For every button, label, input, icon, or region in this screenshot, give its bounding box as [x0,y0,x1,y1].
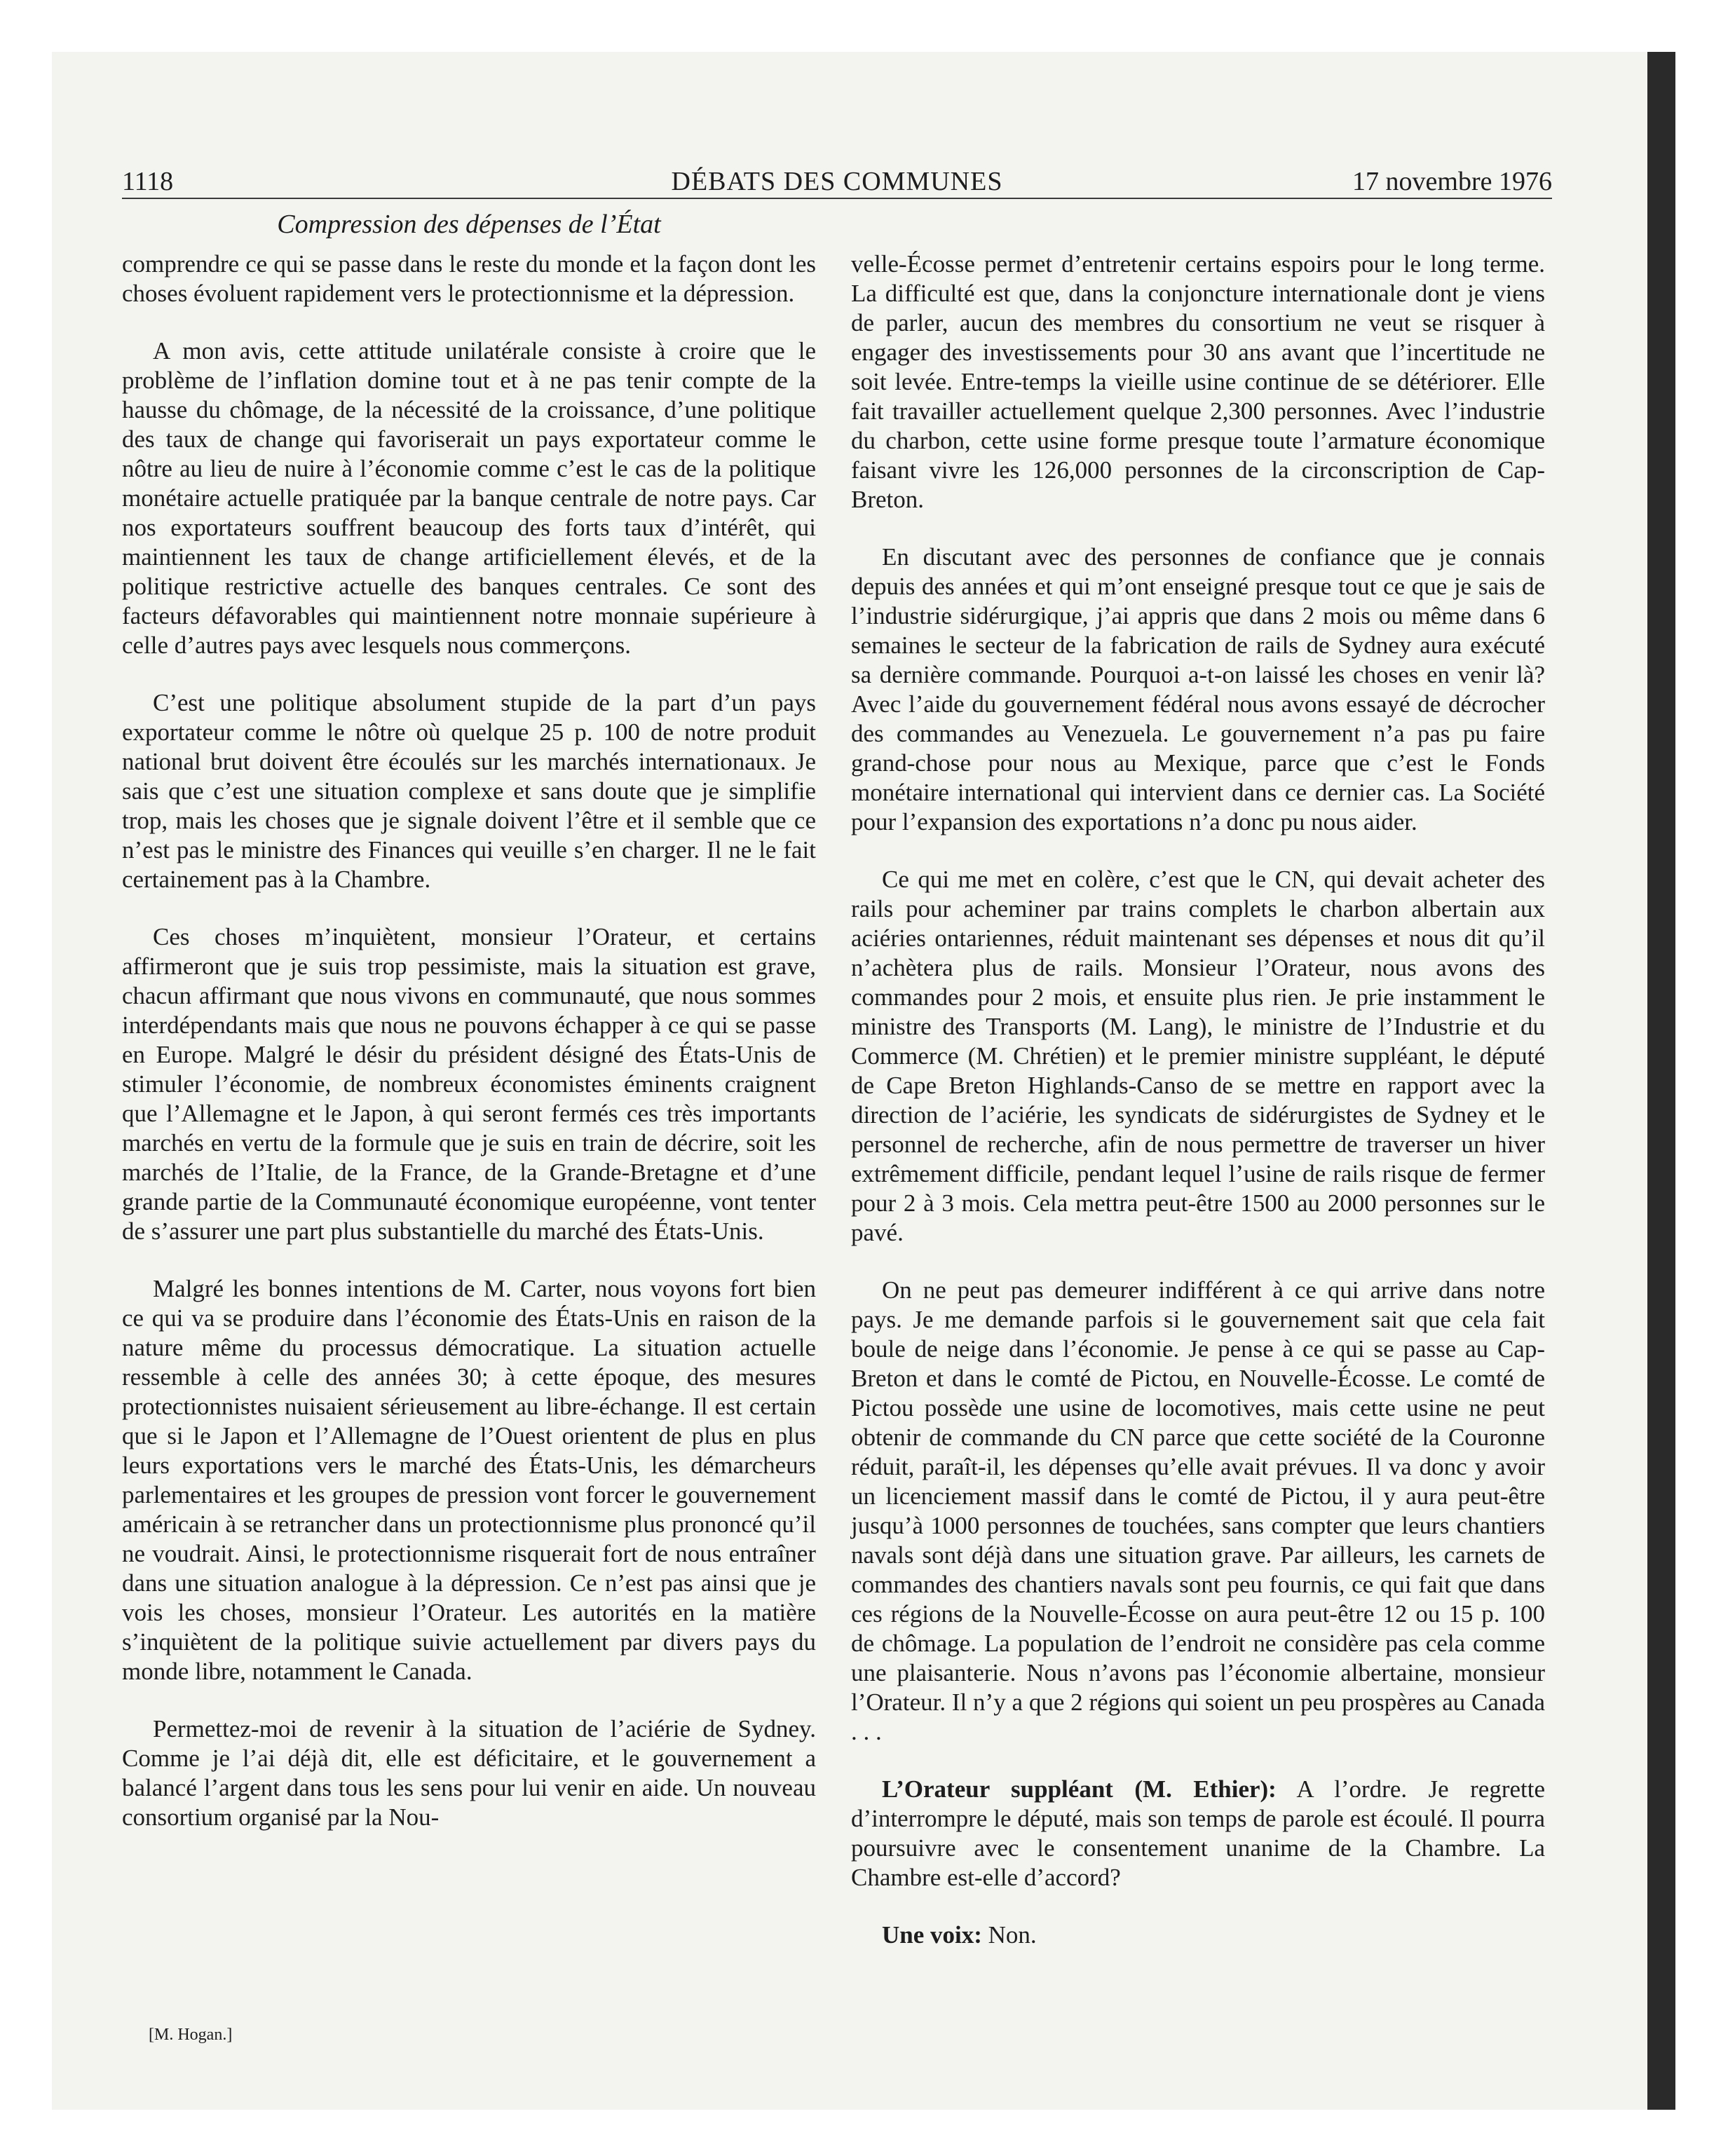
page-number: 1118 [122,167,174,196]
paragraph: Permettez-moi de revenir à la situation de l’aciérie de Sydney. Comme je l’ai déjà dit, elle est déficitaire, et le gouvernement a balancé l’argent dans tous les sens pour lui venir en aide. Un nouveau consortium organisé par la Nou- [122,1715,816,1831]
journal-title: DÉBATS DES COMMUNES [671,167,1003,196]
paragraph: comprendre ce qui se passe dans le reste du monde et la façon dont les choses évoluent rapidement vers le protectionnisme et la dépression. [122,250,816,307]
scan-edge-shadow [1647,52,1675,2110]
speaker-interjection [851,1775,1545,1892]
header-rule [122,198,1552,199]
paragraph: En discutant avec des personnes de confiance que je connais depuis des années et qui m’ont enseigné presque tout ce que je sais de l’industrie sidérurgique, j’ai appris que dans 2 mois ou même dans 6 semaines le secteur de la fabrication de rails de Sydney aura exécuté sa dernière commande. Pourquoi a-t-on laissé les choses en venir là? Avec l’aide du gouvernement fédéral nous avons essayé de décrocher des commandes au Venezuela. Le gouvernement n’a pas pu faire grand-chose pour nous au Mexique, parce que c’est le Fonds monétaire international qui intervient dans ce dernier cas. La Société pour l’expansion des exportations n’a donc pu nous aider. [851,543,1545,835]
paragraph: Malgré les bonnes intentions de M. Carter, nous voyons fort bien ce qui va se produire dans l’économie des États-Unis en raison de la nature même du processus démocratique. La situation actuelle ressemble à celle des années 30; à cette époque, des mesures protectionnistes nuisaient sérieusement au libre-échange. Il est certain que si le Japon et l’Allemagne de l’Ouest orientent de plus en plus leurs exportations vers le marché des États-Unis, les démarcheurs parlementaires et les groupes de pression vont forcer le gouvernement américain à se retrancher dans un protectionnisme plus prononcé qu’il ne voudrait. Ainsi, le protectionnisme risquerait fort de nous entraîner dans une situation analogue à la dépression. Ce n’est pas ainsi que je vois les choses, monsieur l’Orateur. Les autorités en la matière s’inquiètent de la politique suivie actuellement par divers pays du monde libre, notamment le Canada. [122,1275,816,1685]
left-column [122,250,816,1860]
paragraph: A mon avis, cette attitude unilatérale consiste à croire que le problème de l’inflation domine tout et à ne pas tenir compte de la hausse du chômage, de la nécessité de la croissance, d’une politique des taux de change qui favoriserait un pays exportateur comme le nôtre au lieu de nuire à l’économie comme c’est le cas de la politique monétaire actuelle pratiquée par la banque centrale de notre pays. Car nos exportateurs souffrent beaucoup des forts taux d’intérêt, qui maintiennent les taux de change artificiellement élevés, et de la politique restrictive actuelle des banques centrales. Ce sont des facteurs défavorables qui maintiennent notre monnaie supérieure à celle d’autres pays avec lesquels nous commerçons. [122,337,816,659]
paragraph: velle-Écosse permet d’entretenir certains espoirs pour le long terme. La difficulté est que, dans la conjoncture internationale dont je viens de parler, aucun des membres du consortium ne veut se risquer à engager des investissements pour 30 ans avant que l’incertitude ne soit levée. Entre-temps la vieille usine continue de se détériorer. Elle fait travailler actuellement quelque 2,300 personnes. Avec l’industrie du charbon, cette usine forme presque toute l’armature économique faisant vivre les 126,000 personnes de la circonscription de Cap-Breton. [851,250,1545,513]
running-header [122,164,1552,199]
right-column [851,250,1545,1978]
interjection-text: A l’ordre. Je regrette d’interrompre le député, mais son temps de parole est écoulé. Il pourra poursuivre avec le consentement unanime de la Chambre. La Chambre est-elle d’accord? [851,1775,1546,1891]
speaker-detail: (M. Ethier): [1113,1775,1277,1803]
reply-text: Non. [981,1921,1037,1949]
sitting-date: 17 novembre 1976 [1352,167,1552,196]
paragraph: On ne peut pas demeurer indifférent à ce qui arrive dans notre pays. Je me demande parfois si le gouvernement sait que cela fait boule de neige dans l’économie. Je pense à ce qui se passe au Cap-Breton et dans le comté de Pictou, en Nouvelle-Écosse. Le comté de Pictou possède une usine de locomotives, mais cette usine ne peut obtenir de commande du CN parce que cette société de la Couronne réduit, paraît-il, les dépenses qu’elle avait prévues. Il va donc y avoir un licenciement massif dans le comté de Pictou, il y aura peut-être jusqu’à 1000 personnes de touchées, sans compter que leurs chantiers navals sont déjà dans une situation grave. Par ailleurs, les carnets de commandes des chantiers navals sont peu fournis, ce qui fait que dans ces régions de la Nouvelle-Écosse on aura peut-être 12 ou 15 p. 100 de chômage. La population de l’endroit ne considère pas cela comme une plaisanterie. Nous n’avons pas l’économie albertaine, monsieur l’Orateur. Il n’y a que 2 régions qui soient un peu prospères au Canada . . . [851,1276,1545,1745]
paragraph: Ce qui me met en colère, c’est que le CN, qui devait acheter des rails pour acheminer par trains complets le charbon albertain aux aciéries ontariennes, réduit maintenant ses dépenses et nous dit qu’il n’achètera plus de rails. Monsieur l’Orateur, nous avons des commandes pour 2 mois, et ensuite plus rien. Je prie instamment le ministre des Transports (M. Lang), le ministre de l’Industrie et du Commerce (M. Chrétien) et le premier ministre suppléant, le député de Cape Breton Highlands-Canso de se mettre en rapport avec la direction de l’aciérie, les syndicats de sidérurgistes de Sydney et le personnel de recherche, afin de nous permettre de traverser un hiver extrêmement difficile, pendant lequel l’usine de rails risque de fermer pour 2 à 3 mois. Cela mettra peut-être 1500 au 2000 personnes sur le pavé. [851,866,1545,1246]
speaker-reply [851,1920,1545,1950]
paragraph: Ces choses m’inquiètent, monsieur l’Orateur, et certains affirmeront que je suis trop pessimiste, mais la situation est grave, chacun affirmant que nous vivons en communauté, que nous sommes interdépendants mais que nous ne pouvons échapper à ce qui se passe en Europe. Malgré le désir du président désigné des États-Unis de stimuler l’économie, de nombreux économistes éminents craignent que l’Allemagne et le Japon, à qui seront fermés ces très importants marchés en vertu de la formule que je suis en train de décrire, soit les marchés de l’Italie, de la France, de la Grande-Bretagne et d’une grande partie de la Communauté économique européenne, vont tenter de s’assurer une part plus substantielle du marché des États-Unis. [122,923,816,1245]
reply-speaker: Une voix: [882,1921,982,1949]
speaker-name: L’Orateur suppléant [882,1775,1113,1803]
speaker-attribution: [M. Hogan.] [149,2026,233,2044]
section-title: Compression des dépenses de l’État [277,210,661,239]
paragraph: C’est une politique absolument stupide de la part d’un pays exportateur comme le nôtre où quelque 25 p. 100 de notre produit national brut doivent être écoulés sur les marchés internationaux. Je sais que c’est une situation complexe et sans doute que je simplifie trop, mais les choses que je signale doivent l’être et il semble que ce n’est pas le ministre des Finances qui veuille s’en charger. Il ne le fait certainement pas à la Chambre. [122,689,816,893]
